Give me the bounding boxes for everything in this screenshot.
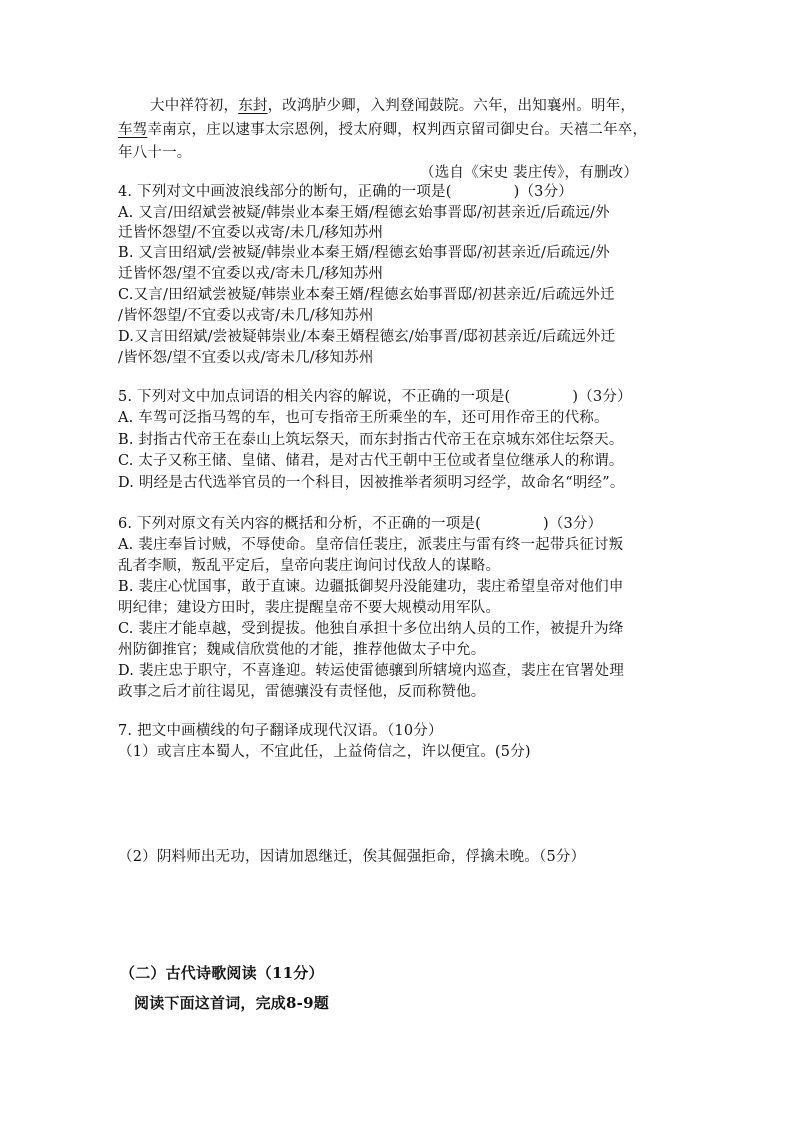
passage-line-2 (118, 120, 678, 140)
q6-option-b-line1: B. 裴庄心忧国事，敢于直谏。边疆抵御契丹没能建功，裴庄希望皇帝对他们申 (118, 579, 624, 595)
section-title: （二）古代诗歌阅读（11分） (120, 964, 324, 982)
passage-text: 幸南京，庄以逮事太宗恩例，授太府卿，权判西京留司御史台。天禧二年卒， (147, 122, 648, 138)
q7-sentence-1: （1）或言庄本蜀人，不宜此任，上益倚信之，许以便宜。(5分) (118, 744, 531, 760)
q4-stem (118, 182, 678, 202)
q5-option-c: C. 太子又称王储、皇储、储君，是对古代王朝中王位或者皇位继承人的称谓。 (118, 453, 624, 469)
q5-stem (118, 387, 678, 407)
q6-option-d-line2: 政事之后才前往谒见，雷德骧没有责怪他，反而称赞他。 (118, 684, 486, 700)
q7-sentence-2: （2）阴料师出无功，因请加恩继迁，俟其倔强拒命，俘擒未晚。（5分） (118, 849, 586, 865)
q6-option-d-line1: D. 裴庄忠于职守，不喜逢迎。转运使雷德骧到所辖境内巡查，裴庄在官署处理 (118, 663, 625, 679)
q5-option-a: A. 车驾可泛指马驾的车，也可专指帝王所乘坐的车，还可用作帝王的代称。 (118, 410, 609, 426)
q4-option-a-line1: A. 又言/田绍斌尝被疑/韩崇业本秦王婿/程德玄始事晋邸/初甚亲近/后疏远/外 (118, 205, 610, 221)
dotted-term-dongfeng: 东封 (238, 98, 268, 114)
q4-option-d-line2: /皆怀怨/望不宜委以戎/寄未几/移知苏州 (118, 350, 374, 366)
q5-stem-text: 5. 下列对文中加点词语的相关内容的解说，不正确的一项是( (118, 389, 511, 405)
q4-stem-text: 4. 下列对文中画波浪线部分的断句，正确的一项是( (118, 184, 452, 200)
passage-text: ，改鸿胪少卿，入判登闻鼓院。六年，出知襄州。明年， (267, 98, 636, 114)
dotted-term-chejia: 车驾 (118, 122, 148, 138)
q4-option-c-line2: /皆怀怨望/不宜委以戎寄/未几/移知苏州 (118, 308, 374, 324)
q4-option-c-line1: C.又言/田绍斌尝被疑/韩崇业本秦王婿/程德玄始事晋邸/初甚亲近/后疏远外迁 (118, 287, 615, 303)
section-intro: 阅读下面这首词，完成8-9题 (134, 994, 329, 1012)
passage-source: （选自《宋史 裴庄传》，有删改） (420, 165, 639, 181)
q7-stem: 7. 把文中画横线的句子翻译成现代汉语。（10分） (118, 723, 443, 739)
q5-option-d: D. 明经是古代选举官员的一个科目，因被推举者须明习经学，故命名“明经”。 (118, 475, 625, 491)
passage-line-1 (150, 96, 710, 116)
q4-option-b-line2: 迁皆怀怨/望不宜委以戎/寄未几/移知苏州 (118, 266, 384, 282)
q6-option-c-line2: 州防御推官；魏咸信欣赏他的才能，推荐他做太子中允。 (118, 642, 486, 658)
q6-option-b-line2: 明纪律；建设方田时，裴庄提醒皇帝不要大规模动用军队。 (118, 600, 501, 616)
q6-score: )（3分） (543, 516, 603, 532)
q6-option-c-line1: C. 裴庄才能卓越，受到提拔。他独自承担十多位出纳人员的工作，被提升为绛 (118, 621, 624, 637)
q6-option-a-line2: 乱者李顺，叛乱平定后，皇帝向裴庄询问讨伐敌人的谋略。 (118, 558, 501, 574)
q4-score: )（3分） (513, 184, 573, 200)
q5-option-b: B. 封指古代帝王在泰山上筑坛祭天，而东封指古代帝王在京城东郊住坛祭天。 (118, 432, 624, 448)
passage-line-3: 年八十一。 (118, 145, 192, 161)
q4-option-b-line1: B. 又言田绍斌/尝被疑/韩崇业本秦王婿/程德玄始事晋邸/初甚亲近/后疏远/外 (118, 245, 610, 261)
q6-stem (118, 514, 678, 534)
q4-option-a-line2: 迁皆怀怨望/不宜委以戎寄/未几/移知苏州 (118, 225, 384, 241)
q6-stem-text: 6. 下列对原文有关内容的概括和分析，不正确的一项是( (118, 516, 481, 532)
q5-score: )（3分） (572, 389, 632, 405)
q4-option-d-line1: D.又言田绍斌/尝被疑韩崇业/本秦王婿程德玄/始事晋/邸初甚亲近/后疏远外迁 (118, 329, 616, 345)
passage-text: 大中祥符初， (150, 98, 239, 114)
q6-option-a-line1: A. 裴庄奉旨讨贼，不辱使命。皇帝信任裴庄，派裴庄与雷有终一起带兵征讨叛 (118, 537, 624, 553)
